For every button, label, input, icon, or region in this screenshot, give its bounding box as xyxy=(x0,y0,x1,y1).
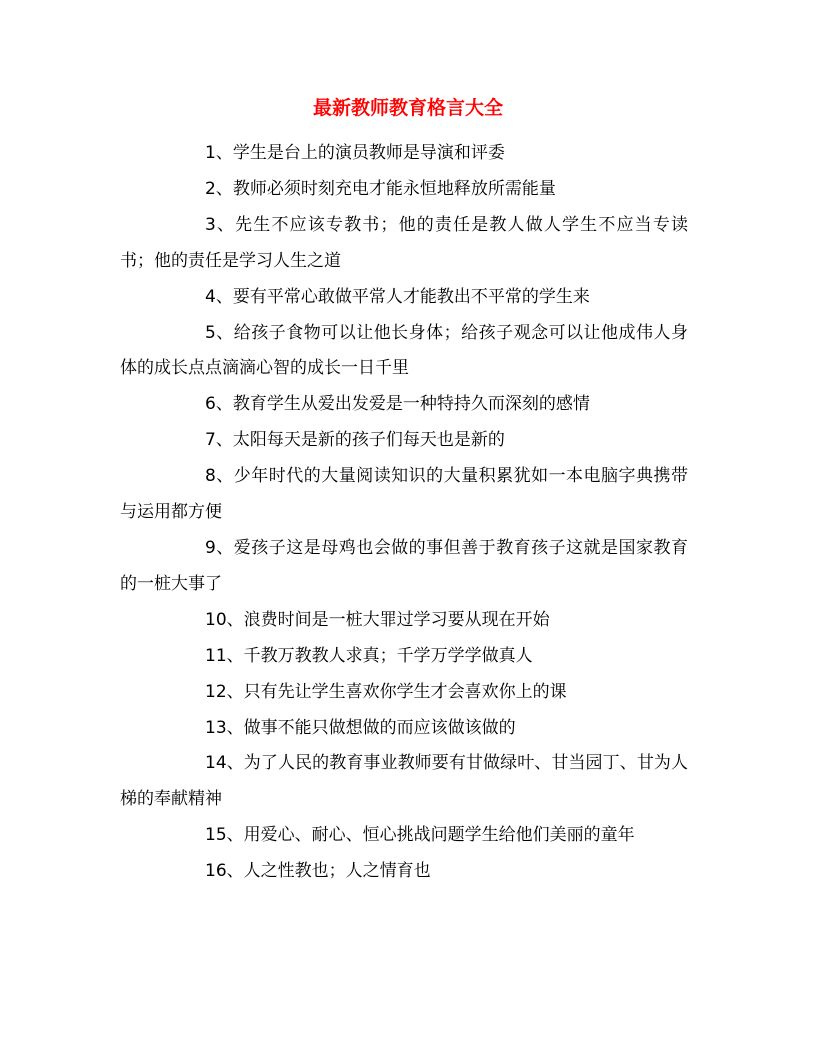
motto-paragraph-7: 7、太阳每天是新的孩子们每天也是新的 xyxy=(205,430,505,451)
motto-paragraph-5: 5、给孩子食物可以让他长身体；给孩子观念可以让他成伟人身体的成长点点滴滴心智的成长一日千里 xyxy=(120,322,688,379)
document-title: 最新教师教育格言大全 xyxy=(312,97,503,119)
document-body xyxy=(120,136,688,890)
motto-paragraph-12: 12、只有先让学生喜欢你学生才会喜欢你上的课 xyxy=(205,681,567,702)
motto-paragraph-1: 1、学生是台上的演员教师是导演和评委 xyxy=(205,143,505,163)
motto-paragraph-15: 15、用爱心、耐心、恒心挑战问题学生给他们美丽的童年 xyxy=(205,825,635,846)
motto-paragraph-10: 10、浪费时间是一桩大罪过学习要从现在开始 xyxy=(205,609,550,630)
motto-paragraph-9: 9、爱孩子这是母鸡也会做的事但善于教育孩子这就是国家教育的一桩大事了 xyxy=(120,537,688,594)
motto-paragraph-13: 13、做事不能只做想做的而应该做该做的 xyxy=(205,717,516,738)
motto-paragraph-8: 8、少年时代的大量阅读知识的大量积累犹如一本电脑字典携带与运用都方便 xyxy=(120,466,688,523)
motto-paragraph-6: 6、教育学生从爱出发爱是一种特持久而深刻的感情 xyxy=(205,394,590,415)
motto-paragraph-2: 2、教师必须时刻充电才能永恒地释放所需能量 xyxy=(205,178,556,199)
motto-paragraph-11: 11、千教万教教人求真；千学万学学做真人 xyxy=(205,645,533,666)
motto-paragraph-4: 4、要有平常心敢做平常人才能教出不平常的学生来 xyxy=(205,286,590,307)
motto-paragraph-16: 16、人之性教也；人之情育也 xyxy=(205,861,431,882)
motto-paragraph-3: 3、先生不应该专教书；他的责任是教人做人学生不应当专读书；他的责任是学习人生之道 xyxy=(120,214,688,271)
motto-paragraph-14: 14、为了人民的教育事业教师要有甘做绿叶、甘当园丁、甘为人梯的奉献精神 xyxy=(120,753,688,810)
